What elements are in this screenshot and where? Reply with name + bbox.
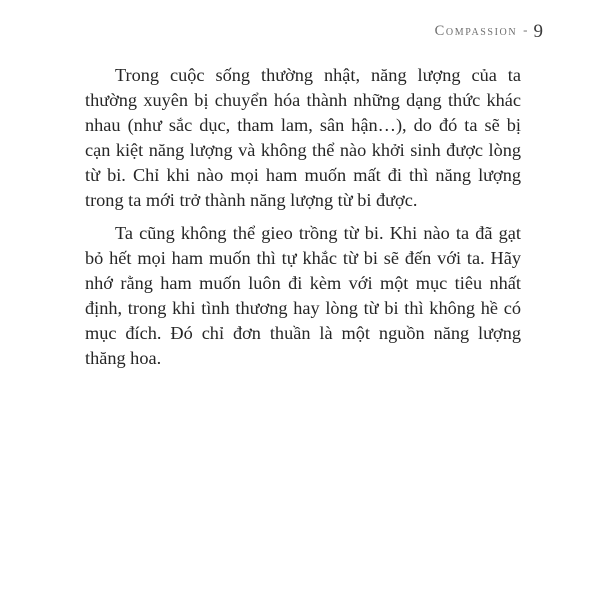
running-title: Compassion <box>434 23 518 39</box>
paragraph: Trong cuộc sống thường nhật, năng lượng của ta thường xuyên bị chuyển hóa thành những dạng thức khác nhau (như sắc dục, tham lam, sân hận…), do đó ta sẽ bị cạn kiệt năng lượng và không thể nào khởi sinh được lòng từ bi. Chỉ khi nào mọi ham muốn mất đi thì năng lượng trong ta mới trở thành năng lượng từ bi được. <box>85 65 521 210</box>
page-number: 9 <box>533 21 543 42</box>
page-body <box>85 63 521 371</box>
page-header <box>435 19 543 41</box>
header-separator: - <box>523 22 528 37</box>
paragraph: Ta cũng không thể gieo trồng từ bi. Khi nào ta đã gạt bỏ hết mọi ham muốn thì tự khắc từ bi sẽ đến với ta. Hãy nhớ rằng ham muốn luôn đi kèm với một mục tiêu nhất định, trong khi tình thương hay lòng từ bi thì không hề có mục đích. Đó chỉ đơn thuần là một nguồn năng lượng thăng hoa. <box>85 223 521 368</box>
